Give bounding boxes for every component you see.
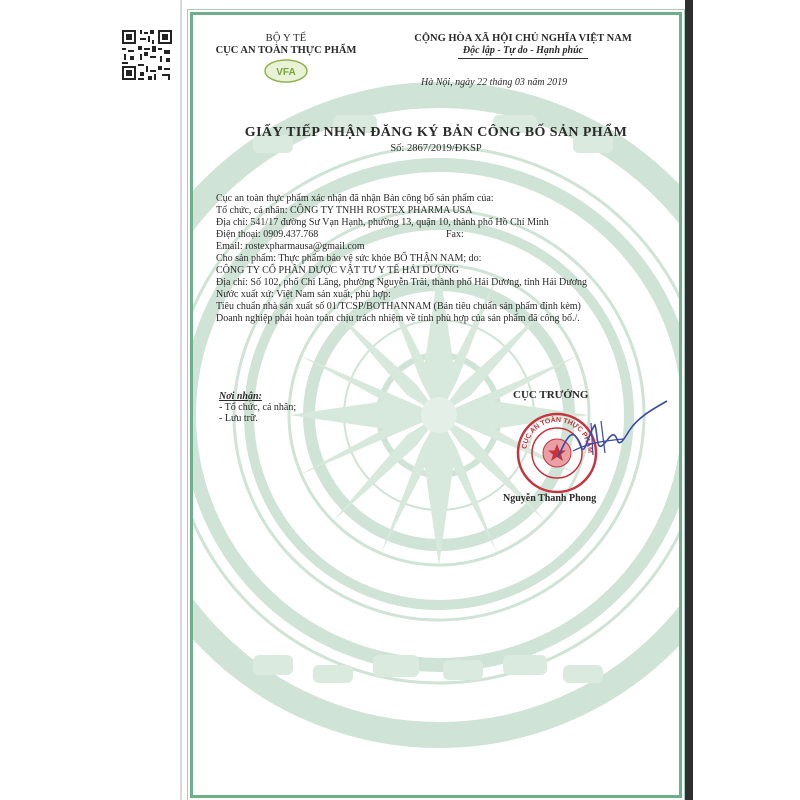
- document-title: GIẤY TIẾP NHẬN ĐĂNG KÝ BẢN CÔNG BỐ SẢN PHẨM: [244, 125, 628, 140]
- manufacturer-line: CÔNG TY CỔ PHẦN DƯỢC VẬT TƯ Y TẾ HẢI DƯƠNG: [216, 265, 459, 276]
- contact-line: [216, 229, 666, 241]
- vfa-logo: [263, 58, 309, 89]
- email-line: Email: rostexpharmausa@gmail.com: [216, 241, 365, 252]
- handwritten-signature: [543, 395, 673, 480]
- logo-text: VFA: [276, 67, 296, 78]
- fax-label: Fax:: [446, 229, 464, 240]
- signer-title: CỤC TRƯỞNG: [513, 389, 589, 401]
- certificate-body: [216, 193, 666, 325]
- recipient-item: - Lưu trữ.: [219, 413, 258, 424]
- stamp-text: CỤC AN TOÀN THỰC PHẨM: [521, 416, 594, 454]
- country-name: CỘNG HÒA XÃ HỘI CHỦ NGHĨA VIỆT NAM: [414, 33, 632, 44]
- standard-line: Tiêu chuẩn nhà sản xuất số 01/TCSP/BOTHANNAM (Bản tiêu chuẩn sản phẩm đính kèm): [216, 301, 581, 312]
- national-motto: Độc lập - Tự do - Hạnh phúc: [462, 45, 584, 56]
- recipients-block: [219, 391, 296, 424]
- signer-name: Nguyễn Thanh Phong: [503, 493, 597, 504]
- intro-line: Cục an toàn thực phẩm xác nhận đã nhận Bản công bố sản phẩm của:: [216, 193, 494, 204]
- recipients-heading: Nơi nhận:: [219, 391, 262, 402]
- certificate-document: [190, 12, 682, 798]
- motto-underline: [458, 58, 588, 59]
- phone-number: Điện thoại: 0909.437.768: [216, 229, 319, 240]
- scan-edge-shadow: [685, 0, 693, 800]
- department-name: CỤC AN TOÀN THỰC PHẨM: [215, 45, 357, 56]
- origin-line: Nước xuất xứ: Việt Nam sản xuất, phù hợp:: [216, 289, 391, 300]
- document-number: Số: 2867/2019/ĐKSP: [390, 143, 482, 154]
- manufacturer-address: Địa chỉ: Số 102, phố Chi Lăng, phường Nguyễn Trãi, thành phố Hải Dương, tỉnh Hải Dương: [216, 277, 587, 288]
- issue-date: Hà Nội, ngày 22 tháng 03 năm 2019: [421, 77, 568, 88]
- product-line: Cho sản phẩm: Thực phẩm bảo vệ sức khỏe BỔ THẬN NAM; do:: [216, 253, 482, 264]
- organization-address: Địa chỉ: 541/17 đường Sư Vạn Hạnh, phường 13, quận 10, thành phố Hồ Chí Minh: [216, 217, 549, 228]
- issuer-header: [201, 33, 371, 89]
- qr-code: [120, 28, 174, 82]
- recipient-item: - Tổ chức, cá nhân;: [219, 402, 297, 413]
- organization-line: Tổ chức, cá nhân: CÔNG TY TNHH ROSTEX PHARMA USA: [216, 205, 473, 216]
- responsibility-line: Doanh nghiệp phải hoàn toàn chịu trách nhiệm về tính phù hợp của sản phẩm đã công bố./.: [216, 313, 580, 324]
- ministry-name: BỘ Y TẾ: [265, 33, 307, 44]
- page-edge: [180, 0, 182, 800]
- national-header: [383, 33, 663, 59]
